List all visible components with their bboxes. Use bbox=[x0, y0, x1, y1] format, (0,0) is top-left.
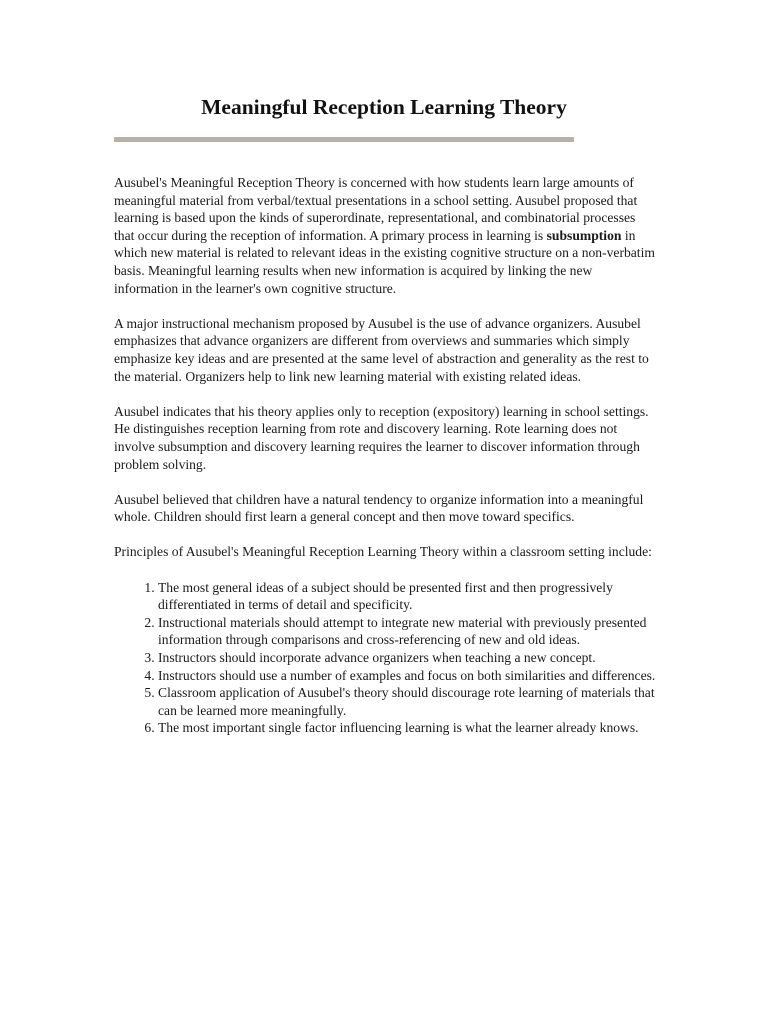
list-item: 4. Instructors should use a number of examples and focus on both similarities and differences. bbox=[158, 667, 658, 685]
subsumption-term: subsumption bbox=[546, 227, 622, 243]
paragraph-principles-intro: Principles of Ausubel's Meaningful Reception Learning Theory within a classroom setting include: bbox=[114, 544, 652, 560]
paragraph-intro bbox=[114, 174, 658, 297]
paragraph-intro-text-start: Ausubel's Meaningful Reception Theory is concerned with how students learn large amounts of meaningful material from verbal/textual presentations in a school setting. Ausubel proposed that learning is based upon the kinds of superordinate, representational, and combinatorial processes that occur during the reception of information. A primary process in learning is bbox=[114, 175, 638, 243]
list-item: 6. The most important single factor influencing learning is what the learner already knows. bbox=[158, 719, 658, 737]
paragraph-intro-text-end: in which new material is related to relevant ideas in the existing cognitive structure on a non-verbatim basis. Meaningful learning results when new information is acquired by linking the new information in the learner's own cognitive structure. bbox=[114, 227, 655, 296]
title-underline-rule bbox=[114, 137, 574, 142]
list-item: 1. The most general ideas of a subject should be presented first and then progressively differentiated in terms of detail and specificity. bbox=[158, 579, 658, 614]
principles-list bbox=[114, 579, 658, 737]
page-title: Meaningful Reception Learning Theory bbox=[201, 95, 567, 119]
document-body bbox=[114, 174, 658, 737]
list-item: 3. Instructors should incorporate advance organizers when teaching a new concept. bbox=[158, 649, 658, 667]
paragraph-reception-learning: Ausubel indicates that his theory applies only to reception (expository) learning in school settings. He distinguishes reception learning from rote and discovery learning. Rote learning does not involve subsumption and discovery learning requires the learner to discover information through problem solving. bbox=[114, 403, 649, 472]
list-item: 5. Classroom application of Ausubel's theory should discourage rote learning of materials that can be learned more meaningfully. bbox=[158, 684, 658, 719]
list-item: 2. Instructional materials should attempt to integrate new material with previously presented information through comparisons and cross-referencing of new and old ideas. bbox=[158, 614, 658, 649]
paragraph-advance-organizers: A major instructional mechanism proposed by Ausubel is the use of advance organizers. Ausubel emphasizes that advance organizers are different from overviews and summaries which simply emphasize key ideas and are presented at the same level of abstraction and generality as the rest to the material. Organizers help to link new learning material with existing related ideas. bbox=[114, 315, 649, 384]
paragraph-children: Ausubel believed that children have a natural tendency to organize information into a meaningful whole. Children should first learn a general concept and then move toward specifics. bbox=[114, 491, 644, 525]
